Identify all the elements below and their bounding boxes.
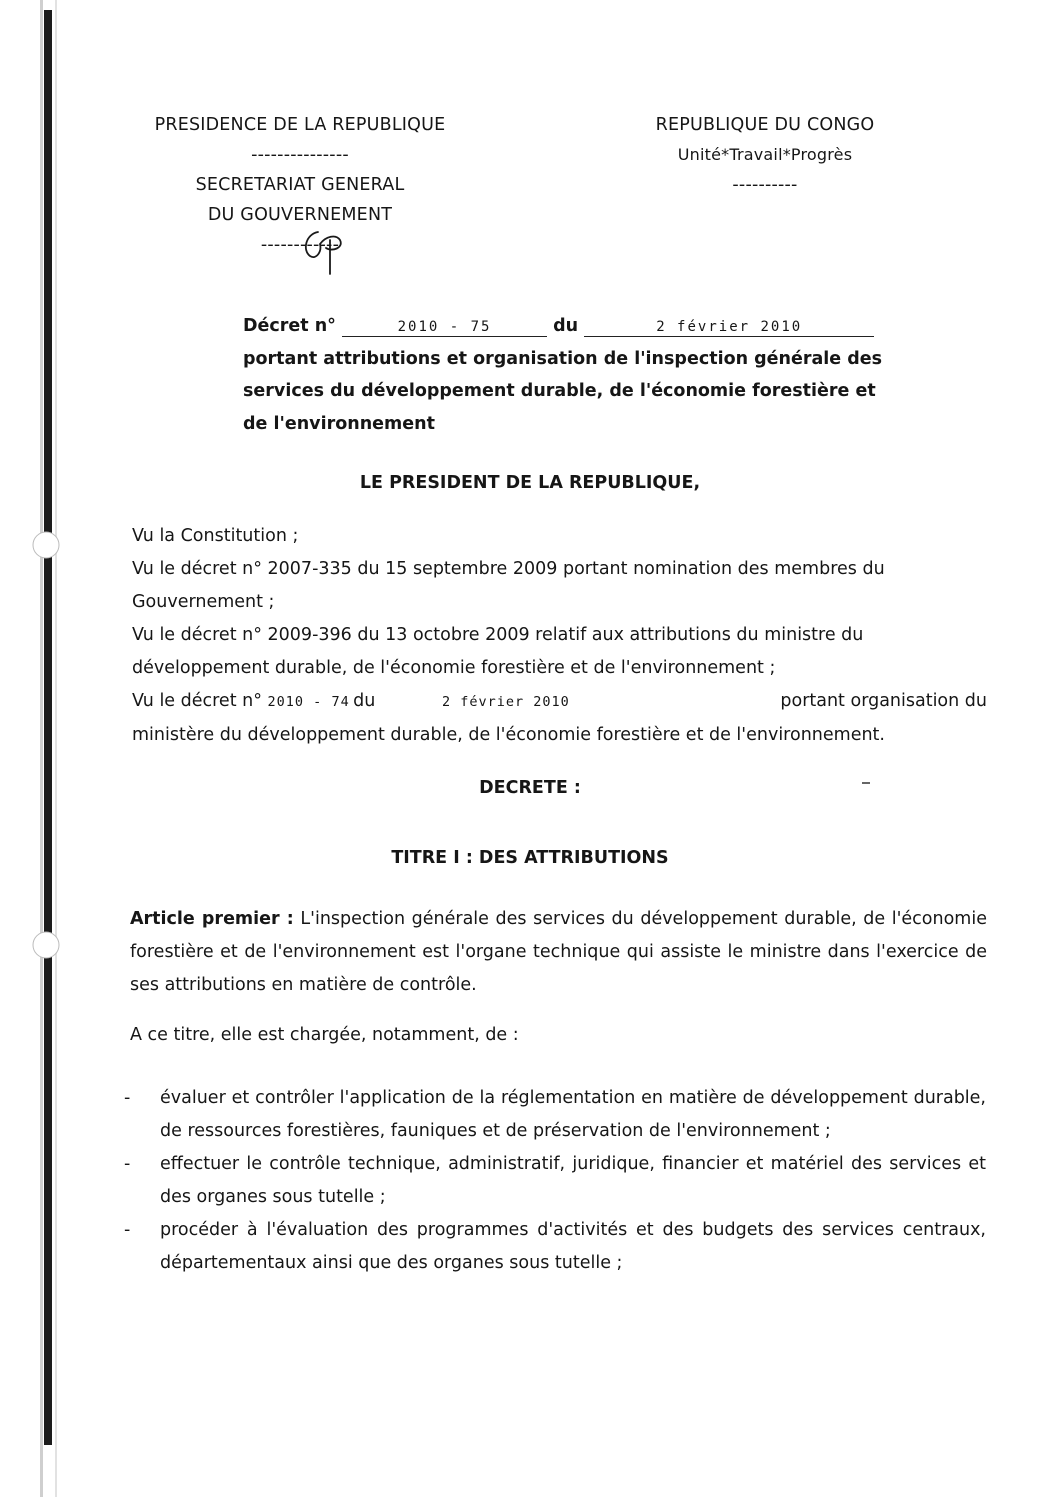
- decree-title-line: de l'environnement: [243, 413, 435, 434]
- visas-block: [132, 520, 987, 752]
- decree-du: du: [553, 316, 579, 336]
- decree-title-line: portant attributions et organisation de l'inspection générale des: [243, 348, 883, 369]
- article-label: Article premier :: [130, 909, 294, 929]
- decree-number: 2010 - 75: [342, 318, 547, 337]
- decree-title-block: [243, 310, 903, 440]
- presidence-line: PRESIDENCE DE LA REPUBLIQUE: [154, 115, 446, 135]
- decree-reference: [243, 310, 903, 343]
- visa-line: Vu le décret n° 2009-396 du 13 octobre 2009 relatif aux attributions du ministre du: [132, 625, 864, 645]
- visa-line: ministère du développement durable, de l'économie forestière et de l'environnement.: [132, 725, 885, 745]
- republique-line: REPUBLIQUE DU CONGO: [655, 115, 875, 135]
- list-item: - effectuer le contrôle technique, administratif, juridique, financier et matériel des services et des organes sous tutelle ;: [124, 1154, 986, 1207]
- list-item-text: évaluer et contrôler l'application de la réglementation en matière de développement durable, de ressources forestières, fauniques et de préservation de l'environnement ;: [160, 1088, 986, 1141]
- visa-du: du: [353, 691, 376, 711]
- header-right: [620, 110, 910, 200]
- visa-suffix: portant organisation du: [780, 691, 987, 711]
- visa-prefix: Vu le décret n°: [132, 691, 262, 711]
- decree-prefix: Décret n°: [243, 316, 336, 336]
- initials-signature: [296, 218, 356, 276]
- list-item-text: effectuer le contrôle technique, administratif, juridique, financier et matériel des services et des organes sous tutelle ;: [160, 1154, 986, 1207]
- visa-date: 2 février 2010: [442, 694, 570, 710]
- separator: ---------------: [251, 145, 349, 165]
- visa-constitution: Vu la Constitution ;: [132, 526, 299, 546]
- list-item: - procéder à l'évaluation des programmes d'activités et des budgets des services centraux, départementaux ainsi que des organes sous tutelle ;: [124, 1220, 986, 1273]
- list-item-text: procéder à l'évaluation des programmes d'activités et des budgets des services centraux, départementaux ainsi que des organes sous tutelle ;: [160, 1220, 986, 1273]
- motto: Unité*Travail*Progrès: [677, 145, 853, 164]
- separator: ------------: [260, 235, 340, 255]
- visa-number: 2010 - 74: [267, 694, 350, 710]
- visa-line: Vu le décret n° 2007-335 du 15 septembre 2009 portant nomination des membres du: [132, 559, 885, 579]
- decree-date: 2 février 2010: [584, 318, 874, 337]
- secretariat-line: SECRETARIAT GENERAL: [195, 175, 405, 195]
- decree-title-line: services du développement durable, de l'économie forestière et: [243, 381, 876, 401]
- attributions-list: [124, 1082, 986, 1280]
- gouvernement-line: DU GOUVERNEMENT: [207, 205, 393, 225]
- binder-edge: [0, 0, 60, 1497]
- article-premier: [130, 903, 987, 1002]
- president-heading: LE PRESIDENT DE LA REPUBLIQUE,: [359, 473, 701, 493]
- article-text: L'inspection générale des services du développement durable, de l'économie forestière et de l'environnement est l'organe technique qui assiste le ministre dans l'exercice de ses attributions en matière de contrôle.: [130, 909, 987, 995]
- intro-line: A ce titre, elle est chargée, notamment, de :: [130, 1025, 519, 1045]
- titre-heading: TITRE I : DES ATTRIBUTIONS: [391, 848, 669, 868]
- list-item: - évaluer et contrôler l'application de la réglementation en matière de développement durable, de ressources forestières, fauniques et de préservation de l'environnement ;: [124, 1088, 986, 1141]
- visa-line: [132, 685, 987, 719]
- visa-line: développement durable, de l'économie forestière et de l'environnement ;: [132, 658, 776, 678]
- decrete-heading: DECRETE :: [479, 778, 581, 798]
- separator: ----------: [732, 175, 798, 195]
- visa-line: Gouvernement ;: [132, 592, 275, 612]
